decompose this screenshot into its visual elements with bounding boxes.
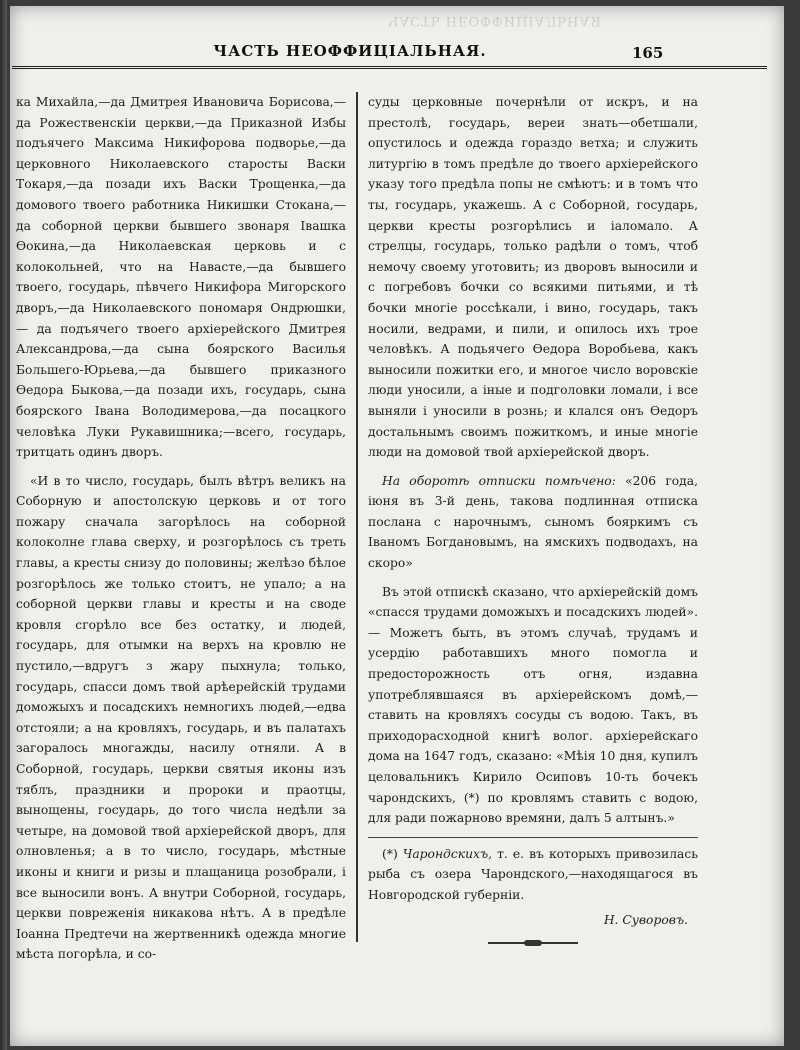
left-paragraph-2: «И в то число, государь, былъ вѣтръ великъ на Соборную и апостолскую церковь и от того пожару сначала загорѣлось на соборной колоколне глава сверху, и розгорѣлось съ треть главы, а кресты снизу до половины; желѣзо бѣлое розгорѣлось же только стоитъ, не упало; а на соборной церкви главы и кресты и на своде кровля сгорѣло все без остатку, и людей, государь, для отымки на верхъ на кровлю не пустило,—вдругъ з жару пыхнула; только, государь, спасси домъ твой арѣерейскій трудами доможыхъ и посадскихъ немногихъ людей,—едва отстояли; а на кровляхъ, государь, и въ палатахъ загоралось многажды, насилу отняли. А в Соборной, государь, церкви святыя иконы изъ тяблъ, праздники и пророки и праотцы, вынощены, государь, до того числа недѣли за четыре, на домовой твой архіерейской дворъ, для олновленья; а в то число, государь, мѣстные иконы и книги и ризы и плащаница розобрали, і все выносили вонъ. А внутри Соборной, государь, церкви повреженія никакова нѣтъ. А в предѣле Іоанна Предтечи на жертвенникѣ одежда многие мѣста погорѣла, и со- bbox=[16, 473, 346, 962]
footnote bbox=[368, 844, 698, 906]
footnote-mark: (*) bbox=[382, 846, 398, 861]
footnote-rule bbox=[368, 837, 698, 838]
left-paragraph-1: ка Михайла,—да Дмитрея Ивановича Борисова,—да Рожественскіи церкви,—да Приказной Избы подъячего Максима Никифорова подворье,—да церковного Николаевского старосты Васки Токаря,—да позади ихъ Васки Трощенка,—да домового твоего работника Никишки Стокана,—да соборной церкви бывшего звонаря Івашка Өокина,—да Николаевская церковь и с колокольней, что на Навасте,—да бывшего твоего, государь, пѣвчего Никифора Мигорского дворъ,—да Николаевского пономаря Ондрюшки,— да подъячего твоего архіерейского Дмитрея Александрова,—да сына боярского Василья Большего-Юрьева,—да бывшего приказного Өедора Быкова,—да позади ихъ, государь, сына боярского Івана Володимерова,—да посацкого человѣка Луки Рукавишника;—всего, государь, тритцать одинъ дворъ. bbox=[16, 95, 346, 460]
right-paragraph-1: суды церковные почернѣли от искръ, и на престолѣ, государь, вереи знать—обетшали, опустилось и одежда гораздо ветха; и служить литургію в томъ предѣле до твоего архіерейского указу того предѣла попы не смѣютъ: и в томъ что ты, государь, укажешь. А с Соборной, государь, церкви кресты розгорѣлись и іаломало. А стрелцы, государь, только радѣли о томъ, чтоб немочу своему уготовить; из дворовъ выносили и с погребовъ бочки со всякими питьями, и тѣ бочки многіе россѣкали, і вино, государь, такъ носили, ведрами, и пили, и опилось ихъ трое человѣкъ. А подьячего Өедора Воробьева, какъ выносили пожитки его, и многое число воровскіе люди уносили, а іные и подголовки ломали, і все выняли і уносили в рознь; и клался онъ Өедоръ достальнымъ своимъ пожиткомъ, и иные многіе люди на домовой твой архіерейской дворъ. bbox=[368, 95, 698, 460]
left-column bbox=[16, 92, 346, 965]
author-signature: Н. Суворовъ. bbox=[603, 912, 688, 927]
right-paragraph-3: Въ этой отпискѣ сказано, что архіерейскій домъ «спасся трудами доможыхъ и посадскихъ людей».— Можетъ быть, въ этомъ случаѣ, трудамъ и усердію работавшихъ много помогла и предосторожность отъ огня, издавна употреблявшаяся въ архіерейскомъ домѣ,—ставить на кровляхъ сосуды съ водою. Такъ, въ приходорасходной книгѣ волог. архіерейскаго дома на 1647 годъ, сказано: «Мѣія 10 дня, купилъ целовальникъ Кирило Осиповъ 10-ть бочекъ чарондскихъ, (*) по кровлямъ ставить с водою, для ради пожарново времяни, далъ 5 алтынъ.» bbox=[368, 584, 698, 826]
footnote-term: Чарондскихъ, bbox=[402, 846, 493, 861]
bleed-through-text: ЧАСТЬ НЕОФФИЦІАЛЬНАЯ bbox=[388, 13, 602, 28]
marginal-note-label: На оборотѣ отписки помѣчено: bbox=[382, 473, 616, 488]
footnote-text: т. е. въ которыхъ привозилась рыба съ озера Чарондского,—находящагося въ Новгородской губерніи. bbox=[368, 846, 698, 902]
column-divider bbox=[356, 92, 358, 942]
marginal-note-text: «206 года, іюня въ 3-й день, такова подлинная отписка послана с нарочнымъ, сыномъ бояркимъ съ Іваномъ Богдановымъ, на ямскихъ подводахъ, на скоро» bbox=[368, 473, 698, 571]
right-column bbox=[368, 92, 698, 946]
end-ornament bbox=[488, 940, 578, 946]
book-binding-edge bbox=[0, 0, 7, 1050]
right-paragraph-2 bbox=[368, 471, 698, 574]
page-number: 165 bbox=[632, 44, 664, 62]
header-rule bbox=[12, 66, 767, 69]
running-header-title: ЧАСТЬ НЕОФФИЦІАЛЬНАЯ. bbox=[213, 42, 487, 60]
